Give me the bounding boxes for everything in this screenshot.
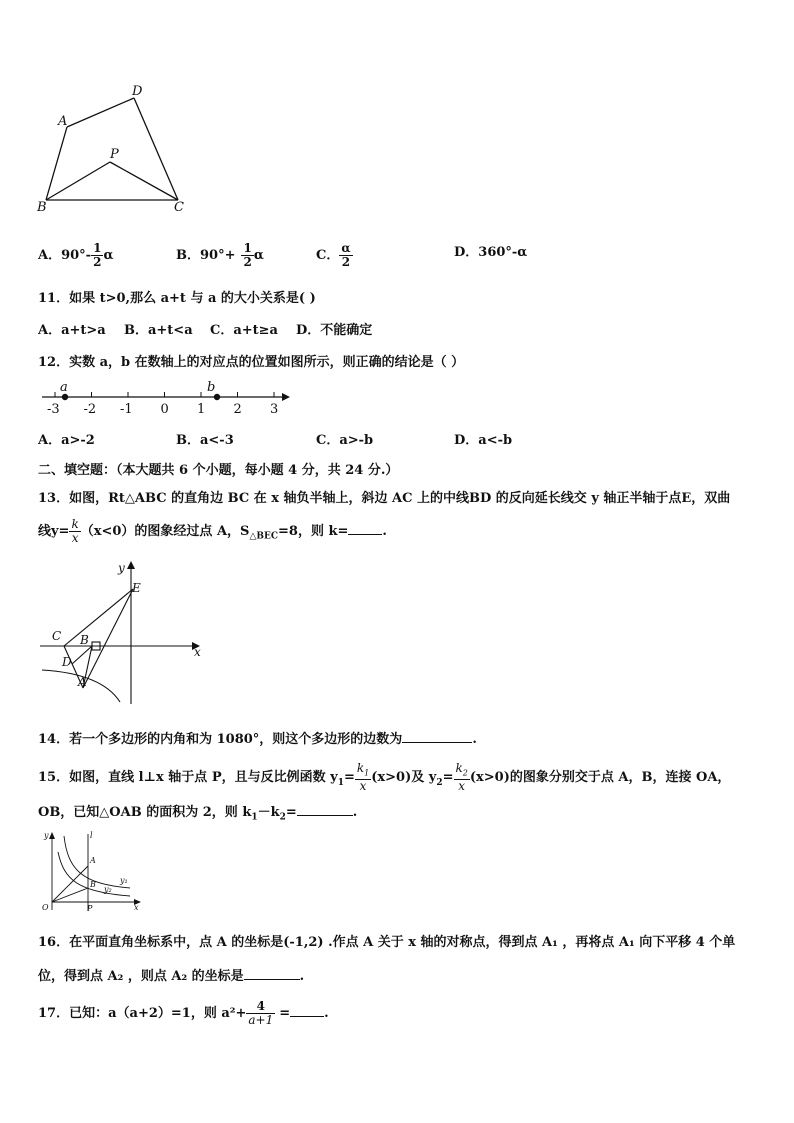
tick-label: -3 [47, 402, 60, 416]
answer-blank[interactable] [290, 1003, 324, 1017]
label-y: y [44, 831, 49, 840]
q10-option-c [316, 242, 353, 269]
label-a: A [78, 675, 87, 689]
arrow-icon [127, 561, 135, 569]
q11-stem: 11．如果 t>0,那么 a+t 与 a 的大小关系是( ) [38, 291, 316, 306]
label-y2: y₂ [104, 885, 112, 894]
fraction: $\frac{k}{x}$ [71, 517, 79, 545]
option-suffix: α [103, 248, 114, 263]
q12-option-d: D．a<-b [454, 433, 513, 448]
answer-blank[interactable] [244, 966, 300, 980]
q11-option-c: C．a+t≥a [210, 323, 278, 338]
label-b: B [90, 880, 96, 889]
inverse-proportion-figure [38, 830, 144, 914]
answer-blank[interactable] [348, 521, 382, 535]
arrow-icon [49, 832, 55, 839]
fraction: $\frac{k_2}{x}$ [455, 761, 468, 794]
label-a: A [90, 856, 96, 865]
quadrilateral-figure [30, 82, 200, 216]
fraction: $\frac{4}{a+1}$ [248, 999, 274, 1027]
q12-option-a: A．a>-2 [38, 433, 95, 448]
segment-ad [67, 98, 134, 127]
fraction: $\frac{\alpha}{2}$ [341, 241, 351, 269]
tick-label: -1 [120, 402, 133, 416]
tick-label: 3 [270, 402, 279, 416]
fraction: $\frac{1}{2}$ [243, 241, 252, 269]
q12-option-b: B．a<-3 [176, 433, 234, 448]
label-o: O [42, 903, 49, 912]
tick-label: 1 [197, 402, 206, 416]
q11-option-b: B．a+t<a [124, 323, 193, 338]
q14: 14．若一个多边形的内角和为 1080°，则这个多边形的边数为 . [38, 729, 477, 749]
section-heading: 二、填空题：（本大题共 6 个小题，每小题 4 分，共 24 分.） [38, 463, 399, 478]
label-a: A [58, 114, 68, 129]
segment-ae [83, 589, 133, 688]
label-x: x [194, 645, 201, 659]
q10-option-a [38, 242, 113, 269]
q10-option-d: D．360°-α [454, 245, 528, 260]
number-line [36, 380, 296, 416]
answer-blank[interactable] [297, 802, 353, 816]
answer-blank[interactable] [402, 729, 472, 743]
q16-line1: 16．在平面直角坐标系中，点 A 的坐标是(-1,2) .作点 A 关于 x 轴的对称点，得到点 A₁ ，再将点 A₁ 向下平移 4 个单 [38, 935, 736, 950]
label-l: l [90, 831, 93, 840]
q17: 17．已知：a（a+2）=1，则 a²+ $\frac{4}{a+1}$ = . [38, 999, 329, 1027]
q13-line1: 13．如图，Rt△ABC 的直角边 BC 在 x 轴负半轴上，斜边 AC 上的中线BD 的反向延长线交 y 轴正半轴于点E，双曲 [38, 491, 731, 506]
label-d: D [132, 84, 143, 99]
q10-option-b [176, 242, 264, 269]
label-d: D [62, 655, 72, 669]
label-y: y [118, 561, 125, 575]
q15-line2: OB，已知△OAB 的面积为 2，则 $k_1-k_2=$ . [38, 802, 357, 827]
hyperbola-figure [36, 558, 208, 708]
label-b: B [80, 633, 89, 647]
q13-line2: 线y= $\frac{k}{x}$ （x<0）的图象经过点 A，$S_{\triangle BEC}=8$，则 k= . [38, 517, 387, 545]
label-p: P [110, 147, 119, 162]
fraction: $\frac{1}{2}$ [93, 241, 102, 269]
q16-line2: 位，得到点 A₂ ，则点 A₂ 的坐标是 . [38, 966, 304, 986]
q12-option-c: C．a>-b [316, 433, 374, 448]
label-b: b [207, 380, 216, 395]
tick-label: -2 [83, 402, 97, 416]
option-prefix: C． [316, 248, 340, 263]
label-b: B [37, 200, 47, 215]
tick-label: 0 [160, 402, 169, 416]
option-prefix: B．90°+ [176, 248, 236, 263]
label-y1: y₁ [120, 876, 128, 885]
tick-label: 2 [233, 402, 242, 416]
label-a: a [60, 380, 68, 395]
segment-pc [110, 162, 178, 200]
option-suffix: α [253, 248, 264, 263]
label-x: x [134, 903, 139, 912]
label-c: C [52, 629, 62, 643]
label-c: C [174, 200, 184, 215]
q15-line1: 15．如图，直线 l⊥x 轴于点 P，且与反比例函数 $y_1=$ $\frac{k_1}{x}$ (x>0)及 $y_2=$ $\frac{k_2}{x}$ (x>0)的图象分别交于点 A，B，连接 OA， [38, 761, 731, 794]
segment-ce [64, 589, 133, 646]
arrow-icon [282, 393, 290, 401]
q11-option-d: D．不能确定 [296, 323, 373, 338]
fraction: $\frac{k_1}{x}$ [356, 761, 370, 794]
segment-dc [134, 98, 178, 200]
label-p: P [87, 904, 93, 913]
option-prefix: A．90°- [38, 248, 92, 263]
label-e: E [132, 581, 141, 595]
q12-stem: 12．实数 a，b 在数轴上的对应点的位置如图所示，则正确的结论是（ ） [38, 355, 465, 370]
q11-option-a: A．a+t>a [38, 323, 106, 338]
segment-oa [52, 866, 88, 902]
segment-ob [52, 888, 88, 902]
